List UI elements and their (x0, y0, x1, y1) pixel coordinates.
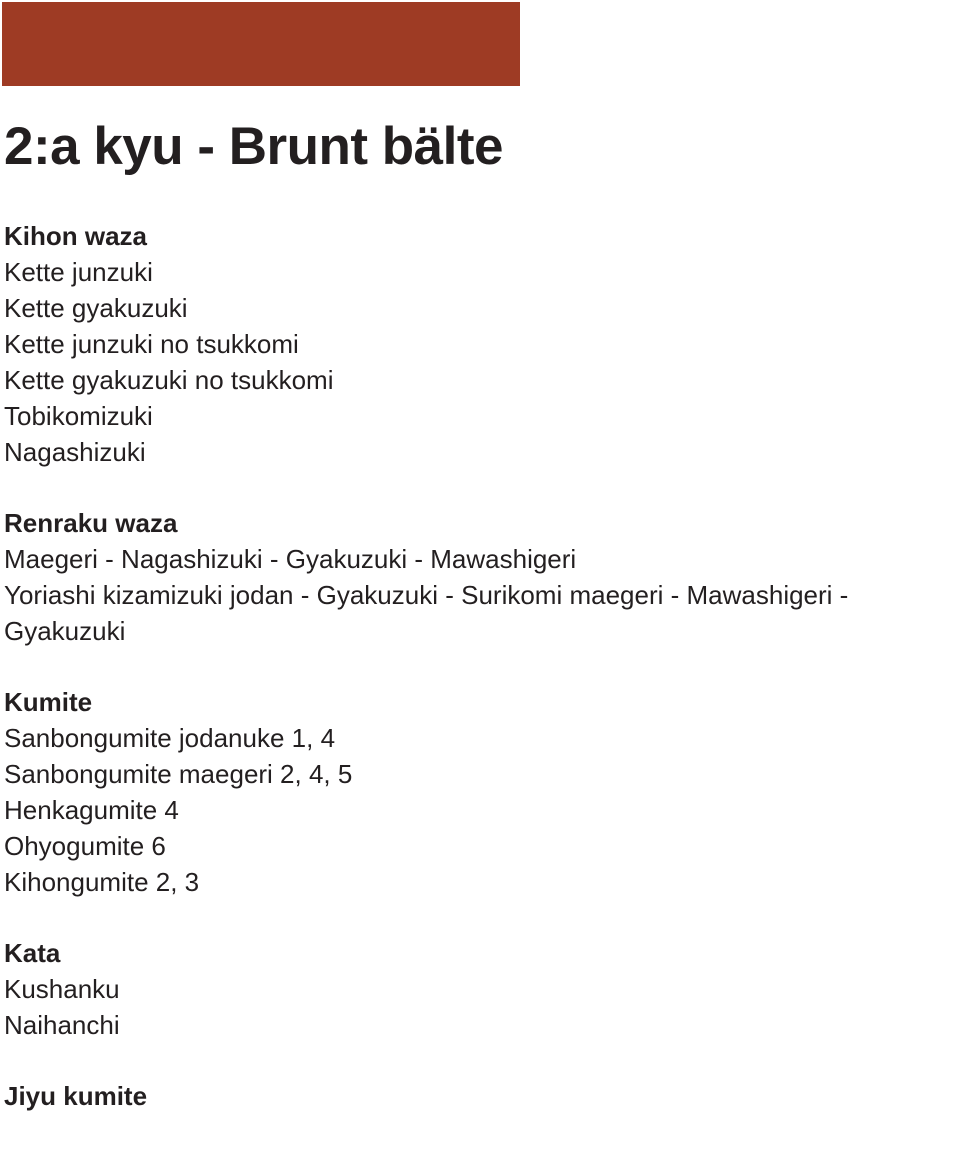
section-kata (4, 935, 958, 1043)
section-heading: Renraku waza (4, 508, 178, 538)
list-item: Tobikomizuki (4, 401, 153, 431)
list-item: Kushanku (4, 974, 120, 1004)
list-item: Ohyogumite 6 (4, 831, 166, 861)
list-item: Sanbongumite maegeri 2, 4, 5 (4, 759, 353, 789)
list-item: Maegeri - Nagashizuki - Gyakuzuki - Mawashigeri (4, 544, 577, 574)
section-kihon-waza (4, 218, 958, 470)
section-heading: Kata (4, 938, 61, 968)
section-heading: Kumite (4, 687, 93, 717)
list-item: Nagashizuki (4, 437, 146, 467)
list-item: Kette junzuki (4, 257, 153, 287)
section-heading: Kihon waza (4, 221, 148, 251)
list-item: Henkagumite 4 (4, 795, 179, 825)
list-item: Naihanchi (4, 1010, 120, 1040)
section-renraku-waza (4, 505, 958, 649)
section-kumite (4, 684, 958, 900)
section-jiyu-kumite (4, 1078, 958, 1114)
list-item: Kette gyakuzuki (4, 293, 188, 323)
list-item: Kette gyakuzuki no tsukkomi (4, 365, 334, 395)
list-item: Kette junzuki no tsukkomi (4, 329, 299, 359)
list-item: Yoriashi kizamizuki jodan - Gyakuzuki - Surikomi maegeri - Mawashigeri - Gyakuzuki (4, 580, 849, 646)
page-title: 2:a kyu - Brunt bälte (4, 117, 503, 176)
list-item: Kihongumite 2, 3 (4, 867, 200, 897)
list-item: Sanbongumite jodanuke 1, 4 (4, 723, 336, 753)
curriculum-content (4, 218, 958, 1149)
section-heading: Jiyu kumite (4, 1081, 148, 1111)
belt-color-bar (2, 2, 520, 86)
